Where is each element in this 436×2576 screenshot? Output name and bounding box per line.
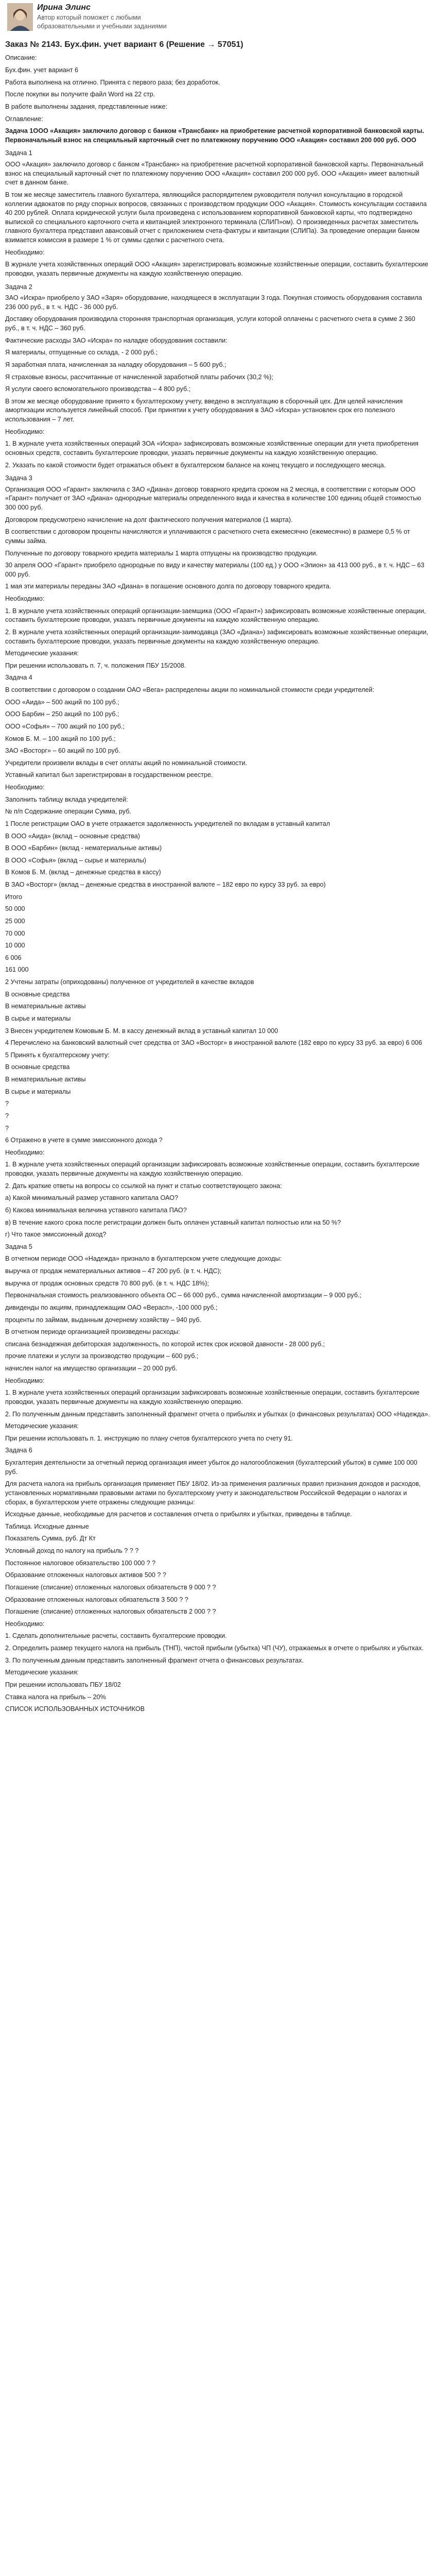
- task-heading: Задача 3: [5, 474, 32, 482]
- task-line: В отчетном периоде организацией произведены расходы:: [5, 1328, 180, 1336]
- task-line: б) Какова минимальная величина уставного капитала ПАО?: [5, 1206, 187, 1214]
- task-line: СПИСОК ИСПОЛЬЗОВАННЫХ ИСТОЧНИКОВ: [5, 1705, 145, 1713]
- task-line: ООО «Аида» – 500 акций по 100 руб.;: [5, 698, 119, 706]
- task-line: В отчетном периоде ООО «Надежда» признало в бухгалтерском учете следующие доходы:: [5, 1255, 282, 1263]
- task-line: Доставку оборудования производила сторонняя транспортная организация, услуги которой оплачены с расчетного счета в сумме 2 360 руб., в т. ч. НДС – 360 руб.: [5, 315, 415, 332]
- task-line: Задача 6: [5, 1447, 32, 1454]
- meta-line: Бух.фин. учет вариант 6: [5, 66, 78, 74]
- task-line: Я заработная плата, начисленная за наладку оборудования – 5 600 руб.;: [5, 361, 226, 368]
- task-line: ?: [5, 1112, 9, 1120]
- task-heading: Задача 2: [5, 283, 32, 291]
- author-name[interactable]: Ирина Элинс: [37, 3, 91, 12]
- task-line: Методические указания:: [5, 1669, 79, 1676]
- task-line: Я услуги своего вспомогательного производства – 4 800 руб.;: [5, 385, 191, 393]
- task-line: Образование отложенных налоговых обязательств 3 500 ? ?: [5, 1596, 188, 1603]
- task-line: Показатель Сумма, руб. Дт Кт: [5, 1535, 96, 1543]
- task-line: В основные средства: [5, 990, 70, 998]
- task-line: ?: [5, 1124, 9, 1132]
- task-line: При решении использовать ПБУ 18/02: [5, 1681, 121, 1688]
- task-line: 2. Дать краткие ответы на вопросы со ссылкой на пункт и статью соответствующего закона:: [5, 1182, 282, 1190]
- task-line: Ставка налога на прибыль – 20%: [5, 1693, 106, 1701]
- task-section: [5, 149, 431, 278]
- author-header: [5, 0, 431, 35]
- task-line: В том же месяце заместитель главного бухгалтера, являющийся распорядителем руководителя получил консультацию в городской коллегии адвокатов по ряду спорных вопросов, связанных с производством продукции ООО «Акация». Стоимость консультации составила 40 200 рублей. Оплата юридической услуги была произведена с использованием корпоративной банковской карты, что подтверждено выпиской со специального карточного счета и квитанцией электронного терминала (СЛИП»ом). О произведенных расчетах заместитель главного бухгалтера представил авансовый отчет с приложением счета-фактуры и квитанции (СЛИПа). За проведение операции банком взимается комиссия в размере 1 % от суммы сделки с расчетного счета.: [5, 191, 427, 244]
- page-title: Заказ № 2143. Бух.фин. учет вариант 6 (Решение → 57051): [5, 40, 243, 49]
- task-line: прочие платежи и услуги за производство продукции – 600 руб.;: [5, 1352, 199, 1360]
- task-line: 1. В журнале учета хозяйственных операций организации зафиксировать возможные хозяйственные операции, составить бухгалтерские проводки, указать первичные документы на каждую хозяйственную операцию.: [5, 1389, 420, 1405]
- task-line: В нематериальные активы: [5, 1003, 86, 1010]
- task-line: 25 000: [5, 917, 25, 925]
- task-line: Погашение (списание) отложенных налоговых обязательств 2 000 ? ?: [5, 1608, 216, 1616]
- task-line: В соответствии с договором о создании ОАО «Вега» распределены акции по номинальной стоимости среди учредителей:: [5, 686, 374, 694]
- task-section: [5, 474, 431, 1714]
- task-line: 2. По полученным данным представить заполненный фрагмент отчета о прибылях и убытках (о финансовых результатах) ООО «Надежда».: [5, 1410, 430, 1418]
- task-line: Необходимо:: [5, 1377, 45, 1384]
- task-line: Первоначальная стоимость реализованного объекта ОС – 66 000 руб., сумма начисленной амортизации – 9 000 руб.;: [5, 1292, 361, 1299]
- task-line: Договором предусмотрено начисление на долг фактического получения материалов (1 марта).: [5, 516, 293, 523]
- task-line: Я материалы, отпущенные со склада, - 2 000 руб.;: [5, 349, 158, 357]
- task-line: Задача 5: [5, 1243, 32, 1250]
- task-line: В ЗАО «Восторг» (вклад – денежные средства в иностранной валюте – 182 евро по курсу 33 руб. за евро): [5, 881, 326, 889]
- task-line: В ООО «Барбин» (вклад - нематериальные активы): [5, 844, 162, 852]
- meta-line: Оглавление:: [5, 115, 43, 123]
- task-line: г) Что такое эмиссионный доход?: [5, 1231, 107, 1239]
- task-line: Образование отложенных налоговых активов 500 ? ?: [5, 1571, 166, 1579]
- task-line: Необходимо:: [5, 595, 45, 603]
- meta-line: Описание:: [5, 54, 37, 62]
- task-lines: [5, 160, 431, 279]
- task-line: Организация ООО «Гарант» заключила с ЗАО «Диана» договор товарного кредита сроком на 2 месяца, в соответствии с которым ООО «Гарант» получает от ЗАО «Диана» однородные материалы определенного вида и качества в количестве 100 единиц общей стоимостью 300 000 руб.: [5, 485, 422, 512]
- task-line: 6 006: [5, 954, 22, 961]
- task-line: ООО Барбин – 250 акций по 100 руб.;: [5, 710, 119, 718]
- task-line: Методические указания:: [5, 650, 79, 657]
- task-line: Бухгалтерия деятельности за отчетный период организация имеет убыток до налогообложения (бухгалтерский убыток) в сумме 100 000 руб.: [5, 1459, 417, 1476]
- task-line: проценты по займам, выданным дочернему хозяйству – 940 руб.: [5, 1316, 201, 1324]
- task-line: При решении использовать п. 1. инструкцию по плану счетов бухгалтерского учета по счету 91.: [5, 1434, 293, 1442]
- task-line: ЗАО «Искра» приобрело у ЗАО «Заря» оборудование, находящееся в эксплуатации 3 года. Покупная стоимость оборудования составила 236 000 руб., в т. ч. НДС - 36 000 руб.: [5, 294, 422, 311]
- task-line: Исходные данные, необходимые для расчетов и составления отчета о прибылях и убытках, приведены в таблице.: [5, 1511, 352, 1518]
- task-line: ЗАО «Восторг» – 60 акций по 100 руб.: [5, 747, 120, 755]
- task-line: 1. В журнале учета хозяйственных операций ЗОА «Искра» зафиксировать возможные хозяйственные операции для учета приобретения основных средств, составить бухгалтерские проводки, указать первичные документы на каждую хозяйственную операцию.: [5, 440, 418, 456]
- task-line: Необходимо:: [5, 1148, 45, 1156]
- task-line: 1. В журнале учета хозяйственных операций организации зафиксировать возможные хозяйственные операции, составить бухгалтерские проводки, указать первичные документы на каждую хозяйственную операцию.: [5, 1161, 420, 1178]
- task-line: 161 000: [5, 966, 29, 974]
- task-line: 1. В журнале учета хозяйственных операций организации-заемщика (ООО «Гарант») зафиксировать возможные хозяйственные операции, составить бухгалтерские проводки, указать первичные документы на каждую хозяйственную операцию.: [5, 607, 426, 624]
- task-line: 1 мая эти материалы переданы ЗАО «Диана» в погашение основного долга по договору товарного кредита.: [5, 583, 332, 590]
- task-line: Задача 4: [5, 674, 32, 682]
- task-line: 3 Внесен учредителем Комовым Б. М. в кассу денежный вклад в уставный капитал 10 000: [5, 1027, 278, 1035]
- task-line: Условный доход по налогу на прибыль ? ? ?: [5, 1547, 139, 1555]
- task-line: Необходимо:: [5, 248, 45, 256]
- task-line: Итого: [5, 893, 23, 901]
- task-line: 2. Указать по какой стоимости будет отражаться объект в бухгалтерском балансе на конец текущего и последующего месяца.: [5, 461, 386, 469]
- task-line: а) Какой минимальный размер уставного капитала ОАО?: [5, 1194, 178, 1202]
- task-line: ООО «Софья» – 700 акций по 100 руб.;: [5, 722, 125, 730]
- task-line: Заполнить таблицу вклада учредителей:: [5, 795, 128, 803]
- task-line: 1 После регистрации ОАО в учете отражается задолженность учредителей по вкладам в уставный капитал: [5, 820, 330, 827]
- task-line: Учредители произвели вклады в счет оплаты акций по номинальной стоимости.: [5, 759, 247, 767]
- meta-line: Работа выполнена на отлично. Принята с первого раза; без доработок.: [5, 78, 220, 86]
- task-line: № п/п Содержание операции Сумма, руб.: [5, 808, 131, 816]
- task-line: 6 Отражено в учете в сумме эмиссионного дохода ?: [5, 1137, 163, 1144]
- task-line: Комов Б. М. – 100 акций по 100 руб.;: [5, 735, 116, 742]
- task-section: [5, 283, 431, 470]
- avatar[interactable]: [7, 3, 33, 31]
- task-line: Полученные по договору товарного кредита материалы 1 марта отпущены на производство продукции.: [5, 549, 318, 557]
- task-line: В журнале учета хозяйственных операций ООО «Акация» зарегистрировать возможные хозяйственные операции, составить бухгалтерские проводки, указать первичные документы на каждую хозяйственную операцию.: [5, 261, 429, 277]
- task-line: 2 Учтены затраты (оприходованы) полученное от учредителей в качестве вкладов: [5, 978, 254, 986]
- task-line: В ООО «Софья» (вклад – сырье и материалы): [5, 856, 146, 864]
- task-line: В сырье и материалы: [5, 1014, 71, 1022]
- task-line: В основные средства: [5, 1063, 70, 1071]
- task-line: Таблица. Исходные данные: [5, 1522, 89, 1530]
- task-line: В нематериальные активы: [5, 1076, 86, 1083]
- task-line: При решении использовать п. 7, ч. положения ПБУ 15/2008.: [5, 662, 186, 669]
- task-lines: [5, 485, 431, 1714]
- task-line: 4 Перечислено на банковский валютный счет средства от ЗАО «Восторг» в иностранной валюте (182 евро по курсу 33 руб. за евро) 6 006: [5, 1039, 422, 1047]
- task-line: В сырье и материалы: [5, 1088, 71, 1095]
- task-line: Необходимо:: [5, 784, 45, 791]
- task-line: 10 000: [5, 942, 25, 950]
- task-line: 2. Определить размер текущего налога на прибыль (ТНП), чистой прибыли (убытка) ЧП (ЧУ), отражаемых в отчете о прибылях и убытках.: [5, 1645, 424, 1652]
- task-line: 3. По полученным данным представить заполненный фрагмент отчета о финансовых результатах.: [5, 1656, 304, 1664]
- task-line: ООО «Акация» заключило договор с банком «Трансбанк» на приобретение расчетной корпоративной банковской карты. Первоначальный взнос на специальный карточный счет по платежному поручению ООО «Акация» составил 200 000 руб. ООО «Акация» имеет валютный счет в данном банке.: [5, 161, 424, 187]
- task-line: 50 000: [5, 905, 25, 913]
- table-of-contents-excerpt: Задача 1ООО «Акация» заключило договор с банком «Трансбанк» на приобретение расчетной корпоративной банковской карты. Первоначальный взнос на специальный карточный счет по платежному поручению ООО «Акация» составил 200 000 руб. ООО: [5, 127, 424, 144]
- task-line: В ООО «Аида» (вклад – основные средства): [5, 832, 140, 840]
- task-heading: Задача 1: [5, 149, 32, 157]
- task-line: Постоянное налоговое обязательство 100 000 ? ?: [5, 1559, 156, 1567]
- task-lines: [5, 294, 431, 470]
- task-line: выручка от продаж основных средств 70 800 руб. (в т. ч. НДС 18%);: [5, 1279, 209, 1287]
- task-line: 1. Сделать дополнительные расчеты, составить бухгалтерские проводки.: [5, 1632, 227, 1640]
- meta-line: После покупки вы получите файл Word на 22 стр.: [5, 91, 155, 98]
- task-line: Необходимо:: [5, 428, 45, 435]
- task-line: 70 000: [5, 929, 25, 937]
- task-line: Для расчета налога на прибыль организация применяет ПБУ 18/02. Из-за применения различных правил признания доходов и расходов, установленных нормативными правовыми актами по бухгалтерскому учету и законодательством Российской Федерации о налогах и сборах, в бухгалтерском учете отражены следующие разницы:: [5, 1480, 421, 1506]
- task-line: ?: [5, 1100, 9, 1108]
- task-line: 2. В журнале учета хозяйственных операций организации-заимодавца (ЗАО «Диана») зафиксировать возможные хозяйственные операции, составить бухгалтерские проводки, указать первичные документы на каждую хозяйственную операцию.: [5, 628, 428, 645]
- task-line: В соответствии с договором проценты начисляются и уплачиваются с расчетного счета ежемесячно (ежемесячно) в размере 0,5 % от суммы займа.: [5, 528, 410, 545]
- task-line: начислен налог на имущество организации – 20 000 руб.: [5, 1365, 178, 1372]
- task-line: В этом же месяце оборудование принято к бухгалтерскому учету, введено в эксплуатацию в сборочный цех. Для целей начисления амортизации используется линейный способ. При принятии к учету оборудования в ЗАО «Искра» установлен срок его полезного использования – 7 лет.: [5, 397, 403, 423]
- task-line: дивиденды по акциям, принадлежащим ОАО «Верасп», -100 000 руб.;: [5, 1303, 218, 1311]
- task-line: Необходимо:: [5, 1620, 45, 1628]
- task-line: 30 апреля ООО «Гарант» приобрело однородные по виду и качеству материалы (100 ед.) у ООО «Элион» за 413 000 руб., в т. ч. НДС – 63 000 руб.: [5, 562, 425, 578]
- task-line: Погашение (списание) отложенных налоговых обязательств 9 000 ? ?: [5, 1583, 216, 1591]
- task-list: [5, 149, 431, 1714]
- task-line: Уставный капитал был зарегистрирован в государственном реестре.: [5, 771, 213, 779]
- meta-line: В работе выполнены задания, представленные ниже:: [5, 103, 167, 110]
- task-line: в) В течение какого срока после регистрации должен быть оплачен уставный капитал полностью или на 50 %?: [5, 1218, 341, 1226]
- author-description: Автор который поможет с любыми образовательными и учебными заданиями: [37, 14, 167, 30]
- task-line: списана безнадежная дебиторская задолженность, по которой истек срок исковой давности - 28 000 руб.;: [5, 1340, 325, 1348]
- task-line: Я страховые взносы, рассчитанные от начисленной заработной платы рабочих (30,2 %);: [5, 373, 273, 381]
- task-line: В Комов Б. М. (вклад – денежные средства в кассу): [5, 869, 161, 876]
- task-line: Фактические расходы ЗАО «Искра» по наладке оборудования составили:: [5, 336, 228, 344]
- task-line: Методические указания:: [5, 1422, 79, 1430]
- task-line: 5 Принять к бухгалтерскому учету:: [5, 1051, 110, 1059]
- task-line: выручка от продаж нематериальных активов – 47 200 руб. (в т. ч. НДС);: [5, 1267, 222, 1275]
